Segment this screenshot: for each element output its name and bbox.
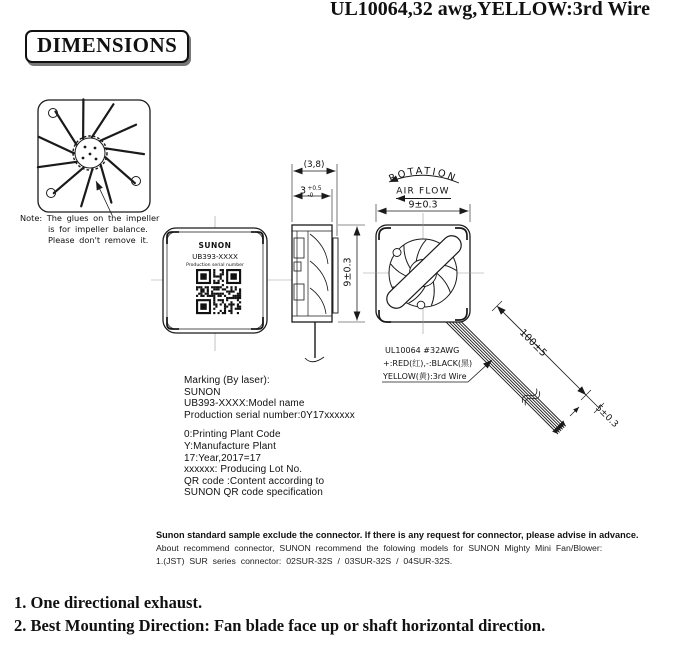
marking-line: 0:Printing Plant Code bbox=[184, 429, 281, 441]
dim-wire-strip-label: 5±0.3 bbox=[593, 403, 620, 430]
marking-line: xxxxxx: Producing Lot No. bbox=[184, 464, 303, 476]
connector-notice-line: About recommend connector, SUNON recommend the folowing models for SUNON Mighty Mini Fan/Blower: bbox=[156, 543, 603, 553]
footer-notes bbox=[14, 591, 545, 637]
screw-hole bbox=[393, 249, 401, 257]
dim-depth-tol-lower: -0 bbox=[307, 193, 314, 199]
note-exhaust-direction: 1. One directional exhaust. bbox=[14, 593, 203, 612]
marking-line: Marking (By laser): bbox=[184, 375, 270, 386]
impeller-note bbox=[20, 213, 160, 245]
marking-line: SUNON bbox=[184, 386, 221, 398]
marking-line: Production serial number:0Y17xxxxxx bbox=[184, 409, 355, 421]
label-brand: SUNON bbox=[198, 241, 232, 250]
airflow-label: AIR FLOW bbox=[396, 186, 450, 197]
rotation-label-text: ROTATION bbox=[387, 165, 459, 185]
dim-width-top-label: 9±0.3 bbox=[408, 199, 438, 211]
dimensions-section-badge: DIMENSIONS bbox=[25, 30, 189, 63]
wire-spec-line-3: YELLOW(黄):3rd Wire bbox=[383, 372, 467, 381]
label-serial-caption: Production serial number bbox=[186, 263, 244, 268]
laser-marking-block bbox=[184, 375, 355, 499]
marking-line: SUNON QR code specification bbox=[184, 487, 323, 499]
connector-notice-line: 1.(JST) SUR series connector: 02SUR-32S / 03SUR-32S / 04SUR-32S. bbox=[156, 556, 453, 566]
wire-break-marks bbox=[520, 386, 542, 408]
dim-depth-overall-label: (3,8) bbox=[303, 160, 325, 170]
wire-spec-line-2: +:RED(红),-:BLACK(黑) bbox=[383, 359, 473, 368]
front-label-view-drawing bbox=[151, 216, 298, 351]
impeller-detail-drawing bbox=[38, 99, 150, 215]
note-mounting-direction: 2. Best Mounting Direction: Fan blade face up or shaft horizontal direction. bbox=[14, 616, 546, 635]
marking-line: Y:Manufacture Plant bbox=[184, 440, 276, 452]
screw-hole bbox=[417, 301, 425, 309]
page-title: UL10064,32 awg,YELLOW:3rd Wire bbox=[330, 0, 651, 20]
connector-notice-block bbox=[156, 529, 656, 568]
dim-depth-tol-upper: +0.5 bbox=[307, 186, 322, 192]
impeller-note-line-1: Note: The glues on the impeller bbox=[20, 213, 160, 223]
marking-line: 17:Year,2017=17 bbox=[184, 452, 262, 464]
label-model: UB393-XXXX bbox=[192, 252, 238, 261]
marking-line: UB393-XXXX:Model name bbox=[184, 398, 305, 410]
marking-line: QR code :Content according to bbox=[184, 475, 325, 487]
dim-wire-length-label: 100±5 bbox=[516, 327, 549, 360]
connector-notice-bold-line: Sunon standard sample exclude the connector. If there is any request for connector, please advise in advance. bbox=[156, 530, 639, 540]
impeller-note-line-2: is for impeller balance. bbox=[48, 224, 148, 234]
rear-fan-view-drawing bbox=[363, 213, 484, 334]
wire-spec-line-1: UL10064 #32AWG bbox=[385, 346, 460, 355]
dim-depth-frame-label: 3 bbox=[299, 185, 306, 197]
wire-length-dimension bbox=[492, 301, 604, 416]
side-view-drawing bbox=[292, 225, 338, 362]
dim-height-side-label: 9±0.3 bbox=[342, 257, 354, 287]
impeller-note-line-3: Please don't remove it. bbox=[48, 235, 149, 245]
